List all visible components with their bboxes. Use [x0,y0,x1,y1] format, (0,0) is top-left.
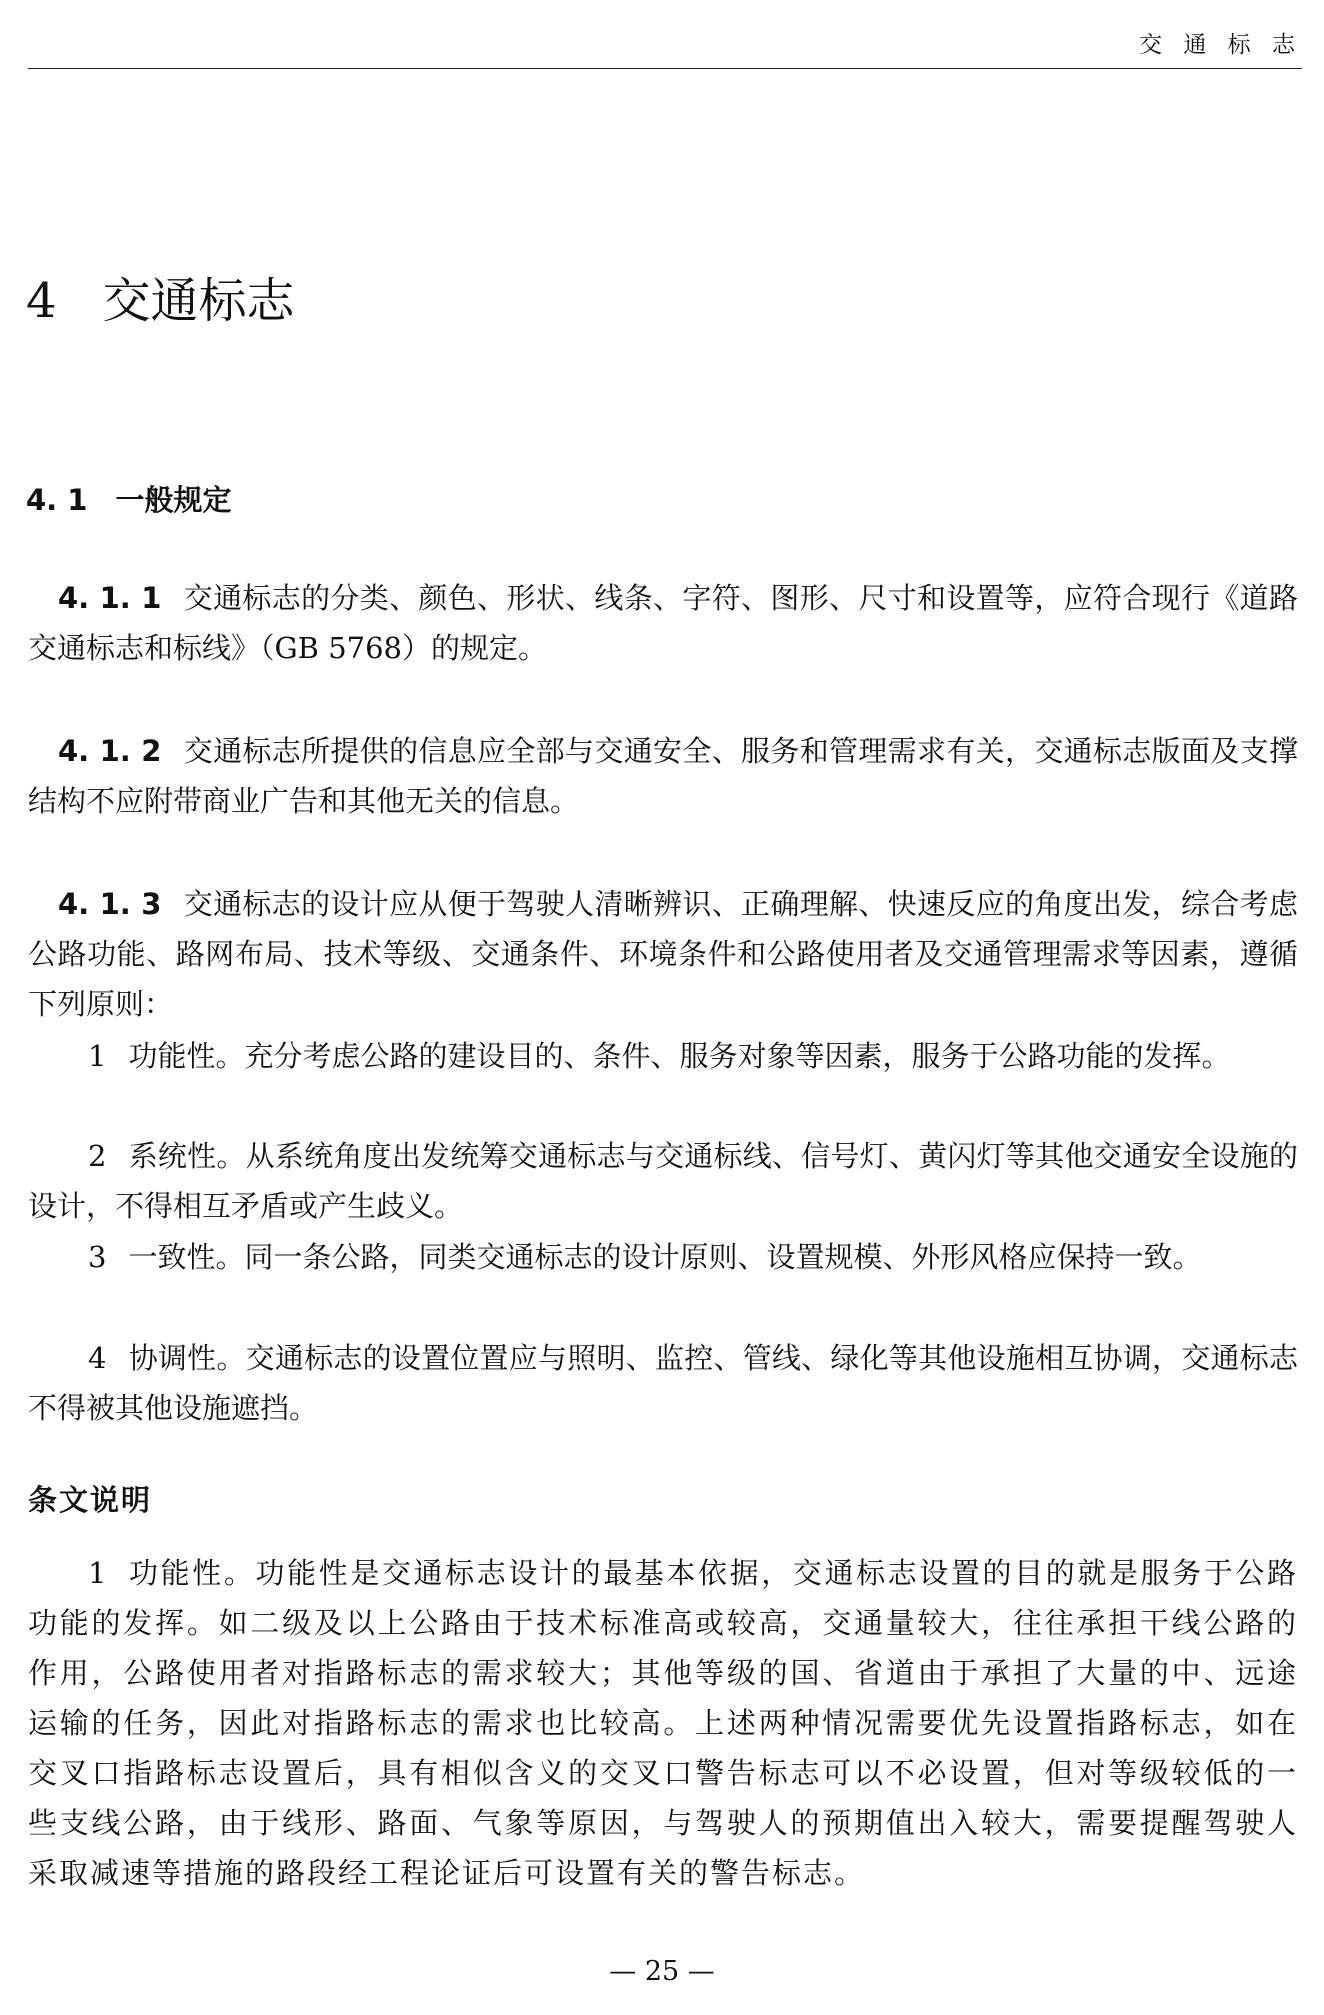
clause-4-1-1 [28,573,1298,673]
explanation-text [28,1548,1298,1898]
principle-text: 系统性。从系统角度出发统筹交通标志与交通标线、信号灯、黄闪灯等其他交通安全设施的设计，不得相互矛盾或产生歧义。 [28,1139,1298,1223]
section-title: 一般规定 [115,483,232,517]
clause-4-1-3 [28,879,1298,1029]
chapter-heading [26,262,295,331]
clause-4-1-2 [28,726,1298,826]
principle-item [28,1031,1298,1081]
principle-text: 协调性。交通标志的设置位置应与照明、监控、管线、绿化等其他设施相互协调，交通标志不得被其他设施遮挡。 [28,1341,1298,1425]
section-heading [26,478,232,519]
header-rule [28,68,1302,69]
chapter-title: 交通标志 [102,273,295,329]
principle-number: 1 [88,1039,107,1073]
clause-text: 交通标志的分类、颜色、形状、线条、字符、图形、尺寸和设置等，应符合现行《道路交通标志和标线》（GB 5768）的规定。 [28,581,1298,665]
principle-number: 3 [88,1240,107,1274]
explanation-body: 功能性。功能性是交通标志设计的最基本依据，交通标志设置的目的就是服务于公路功能的发挥。如二级及以上公路由于技术标准高或较高，交通量较大，往往承担干线公路的作用，公路使用者对指路标志的需求较大；其他等级的国、省道由于承担了大量的中、远途运输的任务，因此对指路标志的需求也比较高。上述两种情况需要优先设置指路标志，如在交叉口指路标志设置后，具有相似含义的交叉口警告标志可以不必设置，但对等级较低的一些支线公路，由于线形、路面、气象等原因，与驾驶人的预期值出入较大，需要提醒驾驶人采取减速等措施的路段经工程论证后可设置有关的警告标志。 [28,1556,1298,1890]
page-number: — 25 — [609,1956,715,1987]
clause-number: 4. 1. 2 [58,734,162,768]
chapter-number: 4 [26,273,57,329]
clause-number: 4. 1. 3 [58,887,162,921]
running-header: 交 通 标 志 [1139,32,1302,58]
clause-text: 交通标志所提供的信息应全部与交通安全、服务和管理需求有关，交通标志版面及支撑结构不应附带商业广告和其他无关的信息。 [28,734,1298,818]
principle-number: 4 [88,1341,107,1375]
principle-item [28,1232,1298,1282]
section-number: 4. 1 [26,483,88,517]
clause-number: 4. 1. 1 [58,581,162,615]
principle-text: 一致性。同一条公路，同类交通标志的设计原则、设置规模、外形风格应保持一致。 [128,1240,1202,1274]
clause-text: 交通标志的设计应从便于驾驶人清晰辨识、正确理解、快速反应的角度出发，综合考虑公路功能、路网布局、技术等级、交通条件、环境条件和公路使用者及交通管理需求等因素，遵循下列原则： [28,887,1298,1021]
explanation-number: 1 [88,1556,107,1590]
principle-number: 2 [88,1139,107,1173]
principle-item [28,1333,1298,1433]
principle-item [28,1131,1298,1231]
principle-text: 功能性。充分考虑公路的建设目的、条件、服务对象等因素，服务于公路功能的发挥。 [128,1039,1231,1073]
explanation-title: 条文说明 [28,1483,153,1517]
